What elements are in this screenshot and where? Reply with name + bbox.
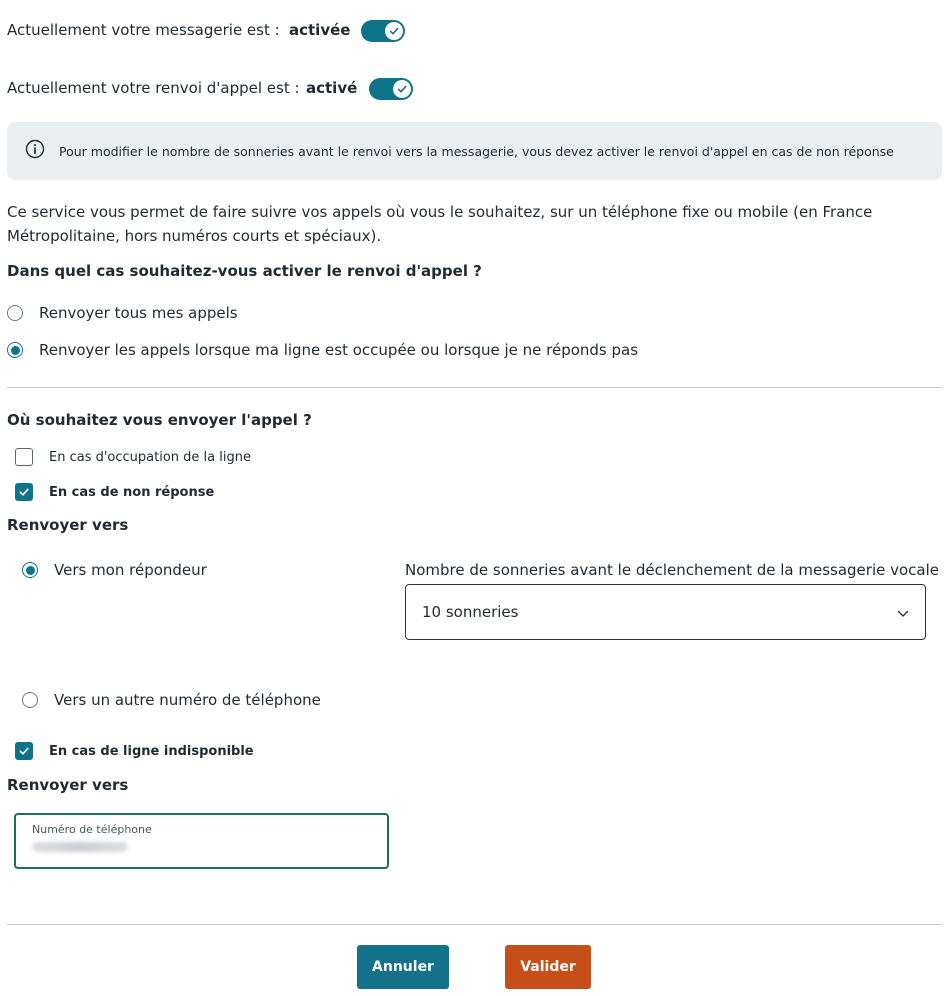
- case-no-answer[interactable]: [15, 483, 214, 501]
- service-description: Ce service vous permet de faire suivre vos appels où vous le souhaitez, sur un téléphone fixe ou mobile (en France Métropolitaine, hors numéros courts et spéciaux).: [7, 203, 873, 245]
- rings-selected-value: 10 sonneries: [422, 603, 519, 621]
- destination-other-number-label: Vers un autre numéro de téléphone: [54, 691, 321, 709]
- chevron-down-icon: [897, 603, 909, 622]
- when-option-busy-noanswer[interactable]: [7, 341, 638, 359]
- info-icon: [25, 139, 45, 163]
- case-busy-label: En cas d'occupation de la ligne: [49, 449, 251, 465]
- where-question: Où souhaitez vous envoyer l'appel ?: [7, 411, 312, 429]
- when-option-all-label: Renvoyer tous mes appels: [39, 304, 238, 322]
- destination-voicemail-label: Vers mon répondeur: [54, 561, 207, 579]
- check-icon: [18, 486, 30, 498]
- destination-voicemail[interactable]: [22, 561, 207, 579]
- phone-number-label: Numéro de téléphone: [32, 823, 152, 836]
- when-option-busy-noanswer-label: Renvoyer les appels lorsque ma ligne est occupée ou lorsque je ne réponds pas: [39, 341, 639, 359]
- when-question: Dans quel cas souhaitez-vous activer le renvoi d'appel ?: [7, 262, 482, 280]
- divider: [7, 387, 942, 388]
- forward-to-heading: Renvoyer vers: [7, 516, 129, 534]
- cancel-button[interactable]: Annuler: [357, 945, 449, 989]
- info-text: Pour modifier le nombre de sonneries avant le renvoi vers la messagerie, vous devez activer le renvoi d'appel en cas de non réponse: [59, 143, 894, 159]
- radio-busy-noanswer[interactable]: [7, 342, 23, 358]
- forwarding-status-value: activé: [306, 79, 358, 97]
- radio-voicemail[interactable]: [22, 562, 38, 578]
- checkbox-busy[interactable]: [15, 448, 33, 466]
- case-unavailable-label: En cas de ligne indisponible: [49, 743, 254, 759]
- voicemail-status-label: Actuellement votre messagerie est :: [7, 21, 280, 39]
- phone-number-value-redacted[interactable]: [32, 842, 128, 852]
- submit-button[interactable]: Valider: [505, 945, 591, 989]
- forwarding-toggle[interactable]: [369, 78, 413, 100]
- radio-other-number[interactable]: [22, 692, 38, 708]
- rings-label: Nombre de sonneries avant le déclenchement de la messagerie vocale: [405, 561, 940, 579]
- case-unavailable[interactable]: [15, 742, 254, 760]
- check-icon: [393, 80, 411, 98]
- voicemail-toggle[interactable]: [361, 20, 405, 42]
- check-icon: [18, 745, 30, 757]
- case-no-answer-label: En cas de non réponse: [49, 484, 215, 500]
- forward-to-heading-2: Renvoyer vers: [7, 776, 129, 794]
- radio-all-calls[interactable]: [7, 305, 23, 321]
- when-option-all[interactable]: [7, 304, 238, 322]
- forwarding-status-label: Actuellement votre renvoi d'appel est :: [7, 79, 300, 97]
- divider-bottom: [7, 924, 942, 925]
- info-banner: [7, 122, 942, 180]
- checkbox-unavailable[interactable]: [15, 742, 33, 760]
- rings-select[interactable]: [405, 584, 926, 640]
- voicemail-status-value: activée: [289, 21, 351, 39]
- case-busy[interactable]: [15, 448, 251, 466]
- phone-number-field[interactable]: [14, 813, 389, 869]
- checkbox-no-answer[interactable]: [15, 483, 33, 501]
- destination-other-number[interactable]: [22, 691, 321, 709]
- check-icon: [385, 22, 403, 40]
